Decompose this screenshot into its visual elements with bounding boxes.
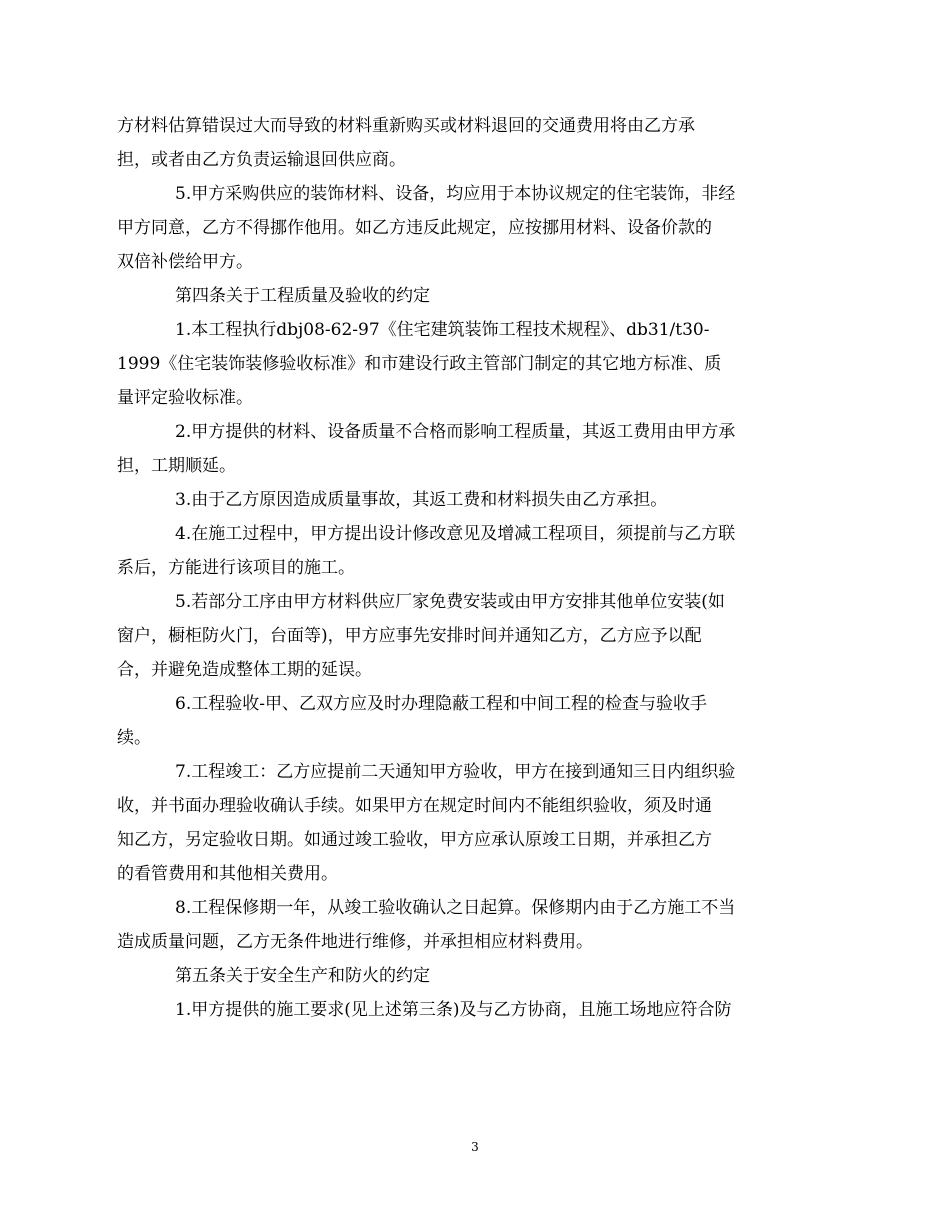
section-heading-article-4: 第四条关于工程质量及验收的约定 xyxy=(175,286,430,306)
section-heading-article-5: 第五条关于安全生产和防火的约定 xyxy=(175,966,430,986)
text-line: 方材料估算错误过大而导致的材料重新购买或材料退回的交通费用将由乙方承 xyxy=(117,116,695,136)
text-line: 收，并书面办理验收确认手续。如果甲方在规定时间内不能组织验收，须及时通 xyxy=(117,796,712,816)
clause-4-2: 2.甲方提供的材料、设备质量不合格而影响工程质量，其返工费用由甲方承 xyxy=(175,422,736,442)
clause-4-1: 1.本工程执行dbj08-62-97《住宅建筑装饰工程技术规程》、db31/t30- xyxy=(175,320,710,340)
text-line: 合，并避免造成整体工期的延误。 xyxy=(117,660,372,680)
clause-5-1: 1.甲方提供的施工要求(见上述第三条)及与乙方协商，且施工场地应符合防 xyxy=(175,1000,732,1020)
clause-4-5: 5.若部分工序由甲方材料供应厂家免费安装或由甲方安排其他单位安装(如 xyxy=(175,592,725,612)
clause-4-8: 8.工程保修期一年，从竣工验收确认之日起算。保修期内由于乙方施工不当 xyxy=(175,898,736,918)
text-line: 量评定验收标准。 xyxy=(117,388,253,408)
document-body xyxy=(117,109,831,1027)
text-line: 知乙方，另定验收日期。如通过竣工验收，甲方应承认原竣工日期，并承担乙方 xyxy=(117,830,712,850)
text-line: 1999《住宅装饰装修验收标准》和市建设行政主管部门制定的其它地方标准、质 xyxy=(117,354,722,374)
clause-4-3: 3.由于乙方原因造成质量事故，其返工费和材料损失由乙方承担。 xyxy=(175,490,668,510)
text-line: 窗户，橱柜防火门，台面等)，甲方应事先安排时间并通知乙方，乙方应予以配 xyxy=(117,626,702,646)
text-line: 双倍补偿给甲方。 xyxy=(117,252,253,272)
text-line: 系后，方能进行该项目的施工。 xyxy=(117,558,355,578)
text-line: 担，或者由乙方负责运输退回供应商。 xyxy=(117,150,406,170)
page-number: 3 xyxy=(471,1140,479,1154)
text-line: 担，工期顺延。 xyxy=(117,456,236,476)
clause-4-7: 7.工程竣工：乙方应提前二天通知甲方验收，甲方在接到通知三日内组织验 xyxy=(175,762,736,782)
clause-3-5: 5.甲方采购供应的装饰材料、设备，均应用于本协议规定的住宅装饰，非经 xyxy=(175,184,736,204)
text-line: 续。 xyxy=(117,728,151,748)
clause-4-4: 4.在施工过程中，甲方提出设计修改意见及增减工程项目，须提前与乙方联 xyxy=(175,524,736,544)
clause-4-6: 6.工程验收-甲、乙双方应及时办理隐蔽工程和中间工程的检查与验收手 xyxy=(175,694,707,714)
text-line: 造成质量问题，乙方无条件地进行维修，并承担相应材料费用。 xyxy=(117,932,593,952)
text-line: 甲方同意，乙方不得挪作他用。如乙方违反此规定，应按挪用材料、设备价款的 xyxy=(117,218,712,238)
text-line: 的看管费用和其他相关费用。 xyxy=(117,864,338,884)
